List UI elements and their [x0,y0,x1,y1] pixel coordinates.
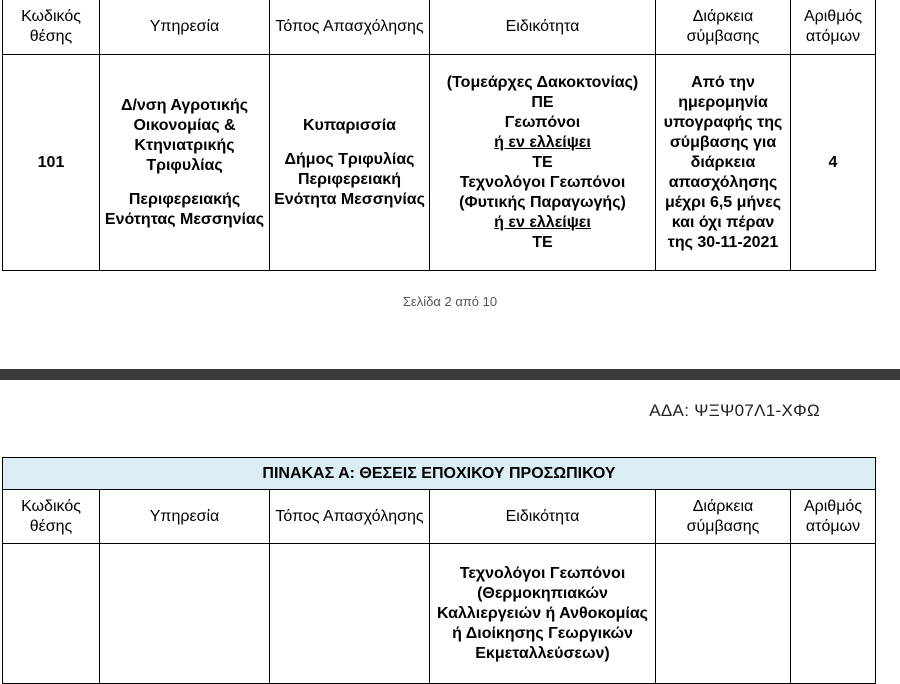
cell-count-2 [791,544,876,684]
page-number-footer: Σελίδα 2 από 10 [402,294,498,309]
header-place: Τόπος Απασχόλησης [270,0,430,55]
spec-line-6: Τεχνολόγοι Γεωπόνοι (Φυτικής Παραγωγής) [459,173,626,211]
spec-line-4: ή εν ελλείψει [494,133,591,151]
cell-specialty [430,55,656,271]
header-specialty: Ειδικότητα [430,0,656,55]
cell-count: 4 [791,55,876,271]
place-line-2: Δήμος Τριφυλίας Περιφερειακή Ενότητα Μεσσηνίας [274,150,425,208]
positions-table-bottom [2,457,876,684]
service-line-1: Δ/νση Αγροτικής Οικονομίας & Κτηνιατρικής Τριφυλίας [120,96,249,174]
header-code-2: Κωδικός θέσης [3,490,100,544]
cell-place-2 [270,544,430,684]
service-line-2: Περιφερειακής Ενότητας Μεσσηνίας [104,190,265,228]
place-line-1: Κυπαρισσία [302,116,397,134]
header-specialty-2: Ειδικότητα [430,490,656,544]
header-service: Υπηρεσία [100,0,270,55]
header-duration-2: Διάρκεια σύμβασης [656,490,791,544]
page-divider [0,369,900,380]
cell-service [100,55,270,271]
positions-table-top [2,0,876,271]
cell-service-2 [100,544,270,684]
header-count-2: Αριθμός ατόμων [791,490,876,544]
spec-line-8: ΤΕ [532,233,553,251]
cell-specialty-2: Τεχνολόγοι Γεωπόνοι (Θερμοκηπιακών Καλλιεργειών ή Ανθοκομίας ή Διοίκησης Γεωργικών Εκμεταλλεύσεων) [430,544,656,684]
table-title: ΠΙΝΑΚΑΣ Α: ΘΕΣΕΙΣ ΕΠΟΧΙΚΟΥ ΠΡΟΣΩΠΙΚΟΥ [3,458,876,490]
spec-line-2: ΠΕ [531,93,554,111]
header-code: Κωδικός θέσης [3,0,100,55]
spec-line-1: (Τομεάρχες Δακοκτονίας) [446,73,639,91]
cell-place [270,55,430,271]
cell-code-2 [3,544,100,684]
spec-line-3: Γεωπόνοι [504,113,581,131]
ada-code: ΑΔΑ: ΨΞΨ07Λ1-ΧΦΩ [649,401,820,420]
spec-line-7: ή εν ελλείψει [494,213,591,231]
header-duration: Διάρκεια σύμβασης [656,0,791,55]
cell-code: 101 [3,55,100,271]
header-place-2: Τόπος Απασχόλησης [270,490,430,544]
spec-line-5: ΤΕ [532,153,553,171]
header-service-2: Υπηρεσία [100,490,270,544]
cell-duration-2 [656,544,791,684]
cell-duration: Από την ημερομηνία υπογραφής της σύμβασης για διάρκεια απασχόλησης μέχρι 6,5 μήνες και όχι πέραν της 30-11-2021 [656,55,791,271]
header-count: Αριθμός ατόμων [791,0,876,55]
